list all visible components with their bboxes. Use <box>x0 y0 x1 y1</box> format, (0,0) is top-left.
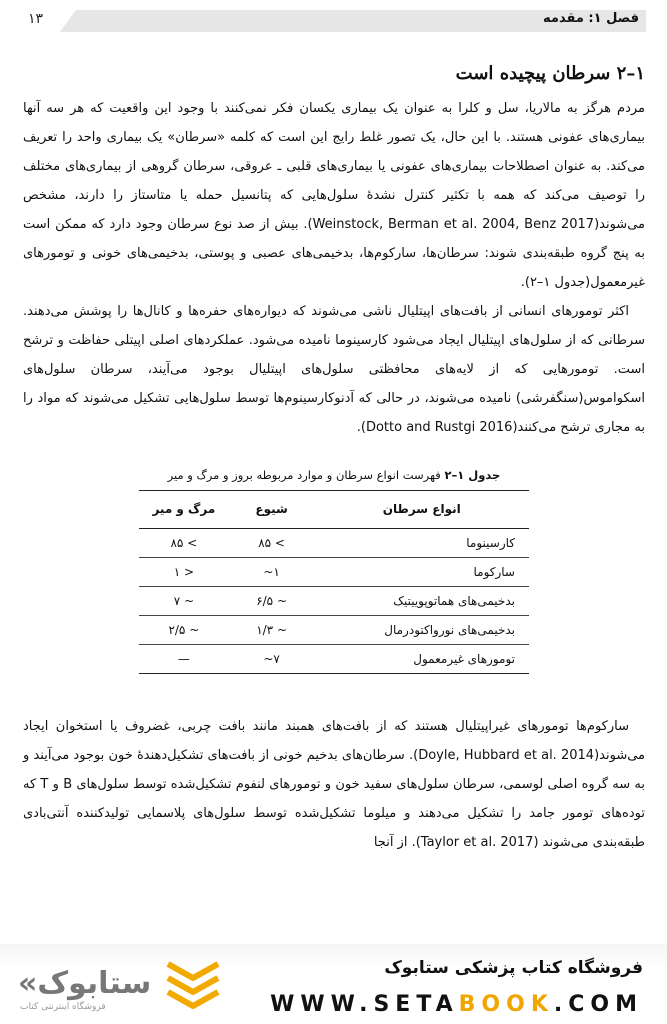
table-header-row <box>139 491 529 529</box>
cell-prevalence: ۱~ <box>229 558 315 587</box>
table-row <box>139 616 529 645</box>
paragraph-3: سارکوم‌ها تومورهای غیراپیتلیال هستند که از بافت‌های همبند مانند بافت چربی، غضروف یا استخوان ایجاد می‌شوند(Doyle, Hubbard et al. 2014). سرطان‌های بدخیم خونی از بافت‌های تشکیل‌دهندهٔ خون بوجود می‌آیند و به سه گروه اصلی لوسمی، سرطان سلول‌های سفید خون و تومورهای لنفوم تشکیل‌شده توسط سلول‌های B و T که توده‌های تومور جامد را تشکیل می‌دهند و میلوما تشکیل‌شده توسط سلول‌های پلاسمایی تولیدکننده آنتی‌بادی طبقه‌بندی می‌شوند (Taylor et al. 2017). از آنجا <box>23 719 646 850</box>
table-row <box>139 587 529 616</box>
cell-mortality: — <box>139 645 229 674</box>
paragraph-2: اکثر تومورهای انسانی از بافت‌های اپیتلیال ناشی می‌شوند که دیواره‌های حفره‌ها و کانال‌ها را پوشش می‌دهند. سرطانی که از سلول‌های اپیتلیال ایجاد می‌شود کارسینوما نامیده می‌شود. عملکردهای اصلی اپیتلی حفاظت و ترشح است. تومورهایی که از لایه‌های محافظتی سلول‌های اپیتلیال بوجود می‌آیند، سرطان سلول‌های اسکواموس(سنگفرشی) نامیده می‌شوند، در حالی که آدنوکارسینوم‌ها توسط سلول‌هایی تشکیل می‌شوند که مواد را به مجاری ترشح می‌کنند(Dotto and Rustgi 2016). <box>23 304 645 435</box>
cell-mortality: ~ ۷ <box>139 587 229 616</box>
page-number: ۱۳ <box>28 11 44 27</box>
cancer-types-table-block <box>139 466 529 674</box>
cell-cancer-type: بدخیمی‌های نورواکتودرمال <box>315 616 530 645</box>
store-logo-subtitle: فروشگاه اینترنتی کتاب <box>20 1002 106 1012</box>
header-cancer-type: انواع سرطان <box>315 491 530 529</box>
store-url-link[interactable] <box>270 992 643 1017</box>
url-accent: BOOK <box>458 992 554 1017</box>
store-name: فروشگاه کتاب پزشکی ستابوک <box>384 958 643 978</box>
footer-banner <box>0 944 667 1024</box>
cell-cancer-type: سارکوما <box>315 558 530 587</box>
chapter-title: فصل ۱: مقدمه <box>543 11 639 26</box>
header-mortality: مرگ و میر <box>139 491 229 529</box>
book-stack-logo-icon <box>164 958 222 1010</box>
cell-prevalence: ۷~ <box>229 645 315 674</box>
table-caption-label: جدول ۱–۲ <box>444 468 501 482</box>
cancer-types-table <box>139 490 529 674</box>
page-content <box>23 60 645 857</box>
cell-cancer-type: کارسینوما <box>315 529 530 558</box>
store-logo-text: «ستابوک <box>18 966 152 1001</box>
cell-mortality: < ۱ <box>139 558 229 587</box>
section-title: ۱–۲ سرطان پیچیده است <box>455 63 645 84</box>
cell-mortality: > ۸۵ <box>139 529 229 558</box>
cell-prevalence: ~ ۱/۳ <box>229 616 315 645</box>
cell-prevalence: ~ ۶/۵ <box>229 587 315 616</box>
table-caption <box>139 466 529 484</box>
url-part-1: WWW.SETA <box>270 992 459 1017</box>
table-caption-text: فهرست انواع سرطان و موارد مربوطه بروز و مرگ و میر <box>167 468 441 482</box>
table-row <box>139 558 529 587</box>
cell-mortality: ~ ۲/۵ <box>139 616 229 645</box>
header-prevalence: شیوع <box>229 491 315 529</box>
cell-cancer-type: بدخیمی‌های هماتوپوییتیک <box>315 587 530 616</box>
paragraph-1: مردم هرگز به مالاریا، سل و کلرا به عنوان یک بیماری یکسان فکر نمی‌کنند با وجود این واقعیت که هر سه آنها بیماری‌های عفونی هستند. با این حال، یک تصور غلط رایج این است که کلمه «سرطان» یک بیماری واحد را تعریف می‌کند. به عنوان اصطلاحات بیماری‌های عفونی یا بیماری‌های قلبی ـ عروقی، سرطان گروهی از بیماری‌های مختلف را توصیف می‌کند که همه با تکثیر کنترل نشدهٔ سلول‌هایی که پتانسیل حمله یا متاستاز را دارند، مشخص می‌شوند(Weinstock, Berman et al. 2004, Benz 2017). بیش از صد نوع سرطان وجود دارد که ممکن است به پنج گروه طبقه‌بندی شوند: سرطان‌ها، سارکوم‌ها، بدخیمی‌های عصبی و پوستی، بدخیمی‌های خونی و تومورهای غیرمعمول(جدول ۱–۲). <box>23 101 645 290</box>
cell-prevalence: > ۸۵ <box>229 529 315 558</box>
cell-cancer-type: تومورهای غیرمعمول <box>315 645 530 674</box>
url-part-2: .COM <box>553 992 643 1017</box>
table-row <box>139 645 529 674</box>
table-row <box>139 529 529 558</box>
